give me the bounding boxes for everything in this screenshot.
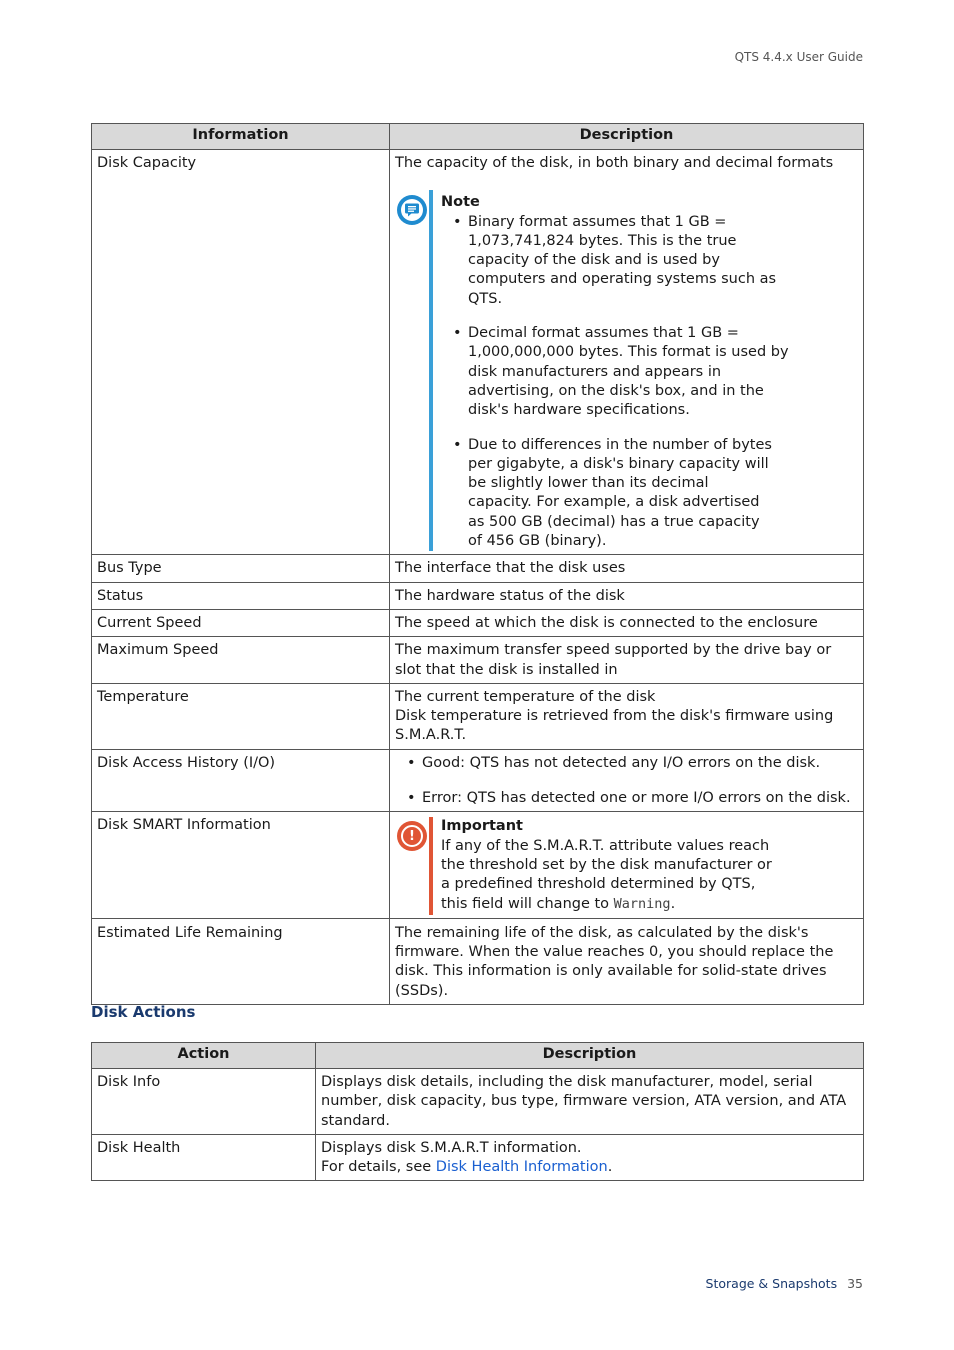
warning-code: Warning [613, 895, 671, 912]
exclamation-icon: ! [397, 821, 427, 851]
column-header-action: Action [92, 1043, 316, 1069]
io-status-list [395, 754, 858, 809]
table-row [92, 609, 864, 636]
row-label: Estimated Life Remaining [92, 918, 390, 1004]
row-label: Disk SMART Information [92, 812, 390, 918]
table-row [92, 683, 864, 749]
doc-header: QTS 4.4.x User Guide [734, 50, 863, 64]
row-label: Current Speed [92, 609, 390, 636]
important-text: If any of the S.M.A.R.T. attribute values reach the threshold set by the disk manufacturer or a predefined threshold determined by QTS, this field will change to Warning. [441, 837, 772, 912]
list-item: • Good: QTS has not detected any I/O errors on the disk. [395, 754, 858, 773]
row-label: Disk Access History (I/O) [92, 749, 390, 812]
table-row [92, 812, 864, 918]
note-title: Note [441, 194, 480, 211]
row-label: Disk Health [92, 1134, 316, 1181]
row-description [390, 150, 864, 555]
disk-health-line-2: For details, see Disk Health Information. [321, 1159, 613, 1176]
page-number: 35 [847, 1276, 863, 1291]
disk-information-table [91, 123, 864, 1005]
row-description [390, 812, 864, 918]
row-description [390, 749, 864, 812]
table-row [92, 582, 864, 609]
temperature-line-2: Disk temperature is retrieved from the disk's firmware using S.M.A.R.T. [395, 708, 834, 744]
table-row [92, 150, 864, 555]
column-header-description: Description [316, 1043, 864, 1069]
disk-actions-table [91, 1042, 864, 1181]
row-label: Temperature [92, 683, 390, 749]
table-row [92, 1134, 864, 1181]
important-title: Important [441, 818, 523, 835]
row-description: The hardware status of the disk [390, 582, 864, 609]
important-accent-bar [429, 817, 433, 914]
row-label: Disk Info [92, 1069, 316, 1135]
row-label: Maximum Speed [92, 637, 390, 684]
list-item: • Error: QTS has detected one or more I/O errors on the disk. [395, 789, 858, 808]
row-label: Bus Type [92, 555, 390, 582]
row-description [316, 1134, 864, 1181]
column-header-description: Description [390, 124, 864, 150]
row-label: Disk Capacity [92, 150, 390, 555]
row-description [390, 683, 864, 749]
disk-health-line-1: Displays disk S.M.A.R.T information. [321, 1139, 582, 1156]
row-label: Status [92, 582, 390, 609]
table-row [92, 1069, 864, 1135]
section-heading: Disk Actions [91, 1003, 196, 1021]
column-header-information: Information [92, 124, 390, 150]
important-box [395, 817, 858, 914]
disk-capacity-desc: The capacity of the disk, in both binary and decimal formats [395, 155, 834, 171]
row-description: Displays disk details, including the disk manufacturer, model, serial number, disk capacity, bus type, firmware version, ATA version, and ATA standard. [316, 1069, 864, 1135]
row-description: The interface that the disk uses [390, 555, 864, 582]
table-header-row [92, 124, 864, 150]
list-item: • Binary format assumes that 1 GB = 1,073,741,824 bytes. This is the true capacity of the disk and is used by computers and operating systems such as QTS. [441, 213, 858, 309]
table-row [92, 637, 864, 684]
row-description: The remaining life of the disk, as calculated by the disk's firmware. When the value reaches 0, you should replace the disk. This information is only available for solid-state drives (SSDs). [390, 918, 864, 1004]
list-item: • Decimal format assumes that 1 GB = 1,000,000,000 bytes. This format is used by disk manufacturers and appears in advertising, on the disk's box, and in the disk's hardware specifications. [441, 324, 858, 420]
note-list [441, 213, 858, 552]
table-row [92, 918, 864, 1004]
table-header-row [92, 1043, 864, 1069]
temperature-line-1: The current temperature of the disk [395, 688, 656, 705]
row-description: The maximum transfer speed supported by the drive bay or slot that the disk is installed in [390, 637, 864, 684]
page-footer [706, 1276, 863, 1291]
note-accent-bar [429, 190, 433, 551]
list-item: • Due to differences in the number of bytes per gigabyte, a disk's binary capacity will be slightly lower than its decimal capacity. For example, a disk advertised as 500 GB (decimal) has a true capacity of 456 GB (binary). [441, 436, 858, 552]
note-box [395, 190, 858, 551]
table-row [92, 555, 864, 582]
row-description: The speed at which the disk is connected to the enclosure [390, 609, 864, 636]
note-icon [397, 195, 427, 225]
disk-health-information-link[interactable]: Disk Health Information [435, 1159, 608, 1176]
table-row [92, 749, 864, 812]
footer-section: Storage & Snapshots [705, 1276, 838, 1291]
